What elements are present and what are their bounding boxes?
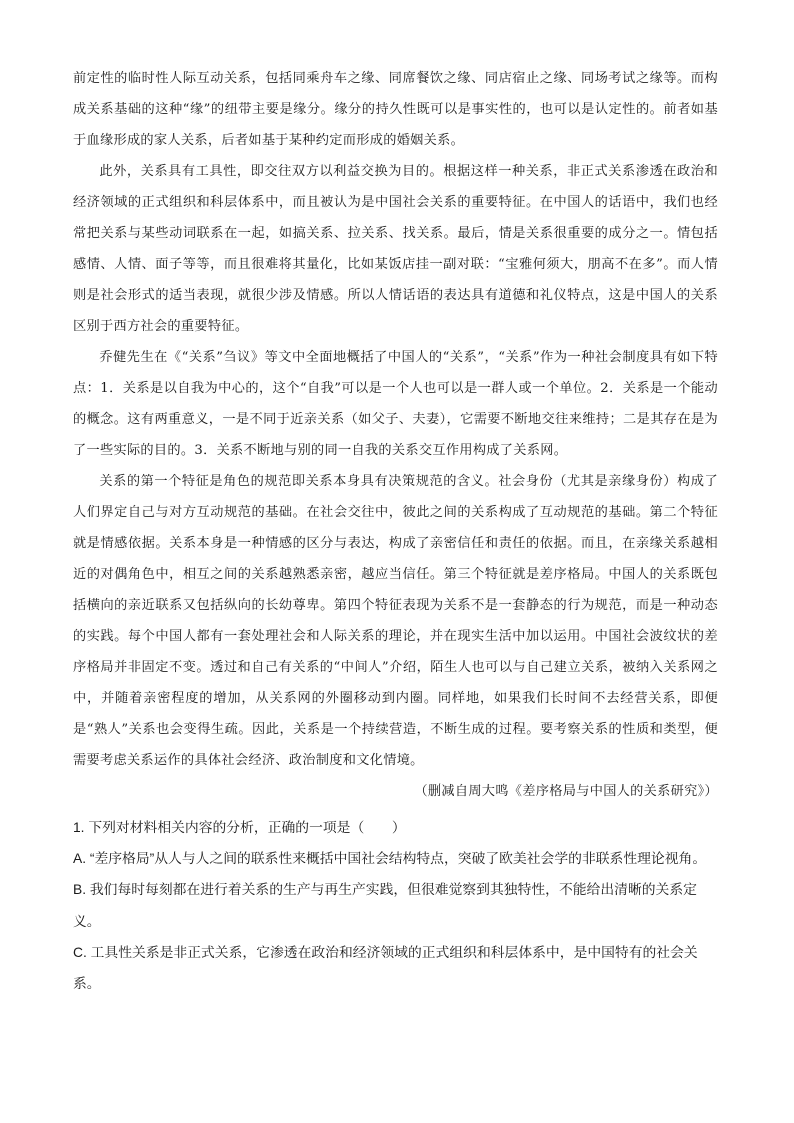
reading-passage [73,63,718,807]
option-b[interactable]: B. 我们每时每刻都在进行着关系的生产与再生产实践，但很难觉察到其独特性，不能给出清晰的关系定义。 [73,882,697,929]
passage-paragraph-2: 此外，关系具有工具性，即交往双方以利益交换为目的。根据这样一种关系，非正式关系渗透在政治和经济领域的正式组织和科层体系中，而且被认为是中国社会关系的重要特征。在中国人的话语中，我们也经常把关系与某些动词联系在一起，如搞关系、拉关系、找关系。最后，情是关系很重要的成分之一。情包括感情、人情、面子等等，而且很难将其量化，比如某饭店挂一副对联：“宝雅何须大，朋高不在多”。而人情则是社会形式的适当表现，就很少涉及情感。所以人情话语的表达具有道德和礼仪特点，这是中国人的关系区别于西方社会的重要特征。 [73,164,718,334]
passage-paragraph-1: 前定性的临时性人际互动关系，包括同乘舟车之缘、同席餐饮之缘、同店宿止之缘、同场考试之缘等。而构成关系基础的这种“缘”的纽带主要是缘分。缘分的持久性既可以是事实性的，也可以是认定性的。前者如基于血缘形成的家人关系，后者如基于某种约定而形成的婚姻关系。 [73,71,718,148]
passage-paragraph-4: 关系的第一个特征是角色的规范即关系本身具有决策规范的含义。社会身份（尤其是亲缘身份）构成了人们界定自己与对方互动规范的基础。在社会交往中，彼此之间的关系构成了互动规范的基础。第二个特征就是情感依据。关系本身是一种情感的区分与表达，构成了亲密信任和责任的依据。而且，在亲缘关系越相近的对偶角色中，相互之间的关系越熟悉亲密，越应当信任。第三个特征就是差序格局。中国人的关系既包括横向的亲近联系又包括纵向的长幼尊卑。第四个特征表现为关系不是一套静态的行为规范，而是一种动态的实践。每个中国人都有一套处理社会和人际关系的理论，并在现实生活中加以运用。中国社会波纹状的差序格局并非固定不变。透过和自己有关系的“中间人”介绍，陌生人也可以与自己建立关系，被纳入关系网之中，并随着亲密程度的增加，从关系网的外圈移动到内圈。同样地，如果我们长时间不去经营关系，即便是“熟人”关系也会变得生疏。因此，关系是一个持续营造，不断生成的过程。要考察关系的性质和类型，便需要考虑关系运作的具体社会经济、政治制度和文化情境。 [73,474,718,768]
passage-paragraph-3: 乔健先生在《“关系”刍议》等文中全面地概括了中国人的“关系”，“关系”作为一种社会制度具有如下特点：1．关系是以自我为中心的，这个“自我”可以是一个人也可以是一群人或一个单位。2．关系是一个能动的概念。这有两重意义，一是不同于近亲关系（如父子、夫妻），它需要不断地交往来维持；二是其存在是为了一些实际的目的。3．关系不断地与别的同一自我的关系交互作用构成了关系网。 [73,350,718,458]
question-block [73,812,718,999]
question-stem: 1. 下列对材料相关内容的分析，正确的一项是（ ） [73,820,406,835]
passage-source: （删减自周大鸣《差序格局与中国人的关系研究》） [414,784,718,799]
option-a[interactable]: A. “差序格局”从人与人之间的联系性来概括中国社会结构特点，突破了欧美社会学的非联系性理论视角。 [73,851,707,867]
option-c[interactable]: C. 工具性关系是非正式关系，它渗透在政治和经济领域的正式组织和科层体系中，是中国特有的社会关系。 [73,944,698,992]
